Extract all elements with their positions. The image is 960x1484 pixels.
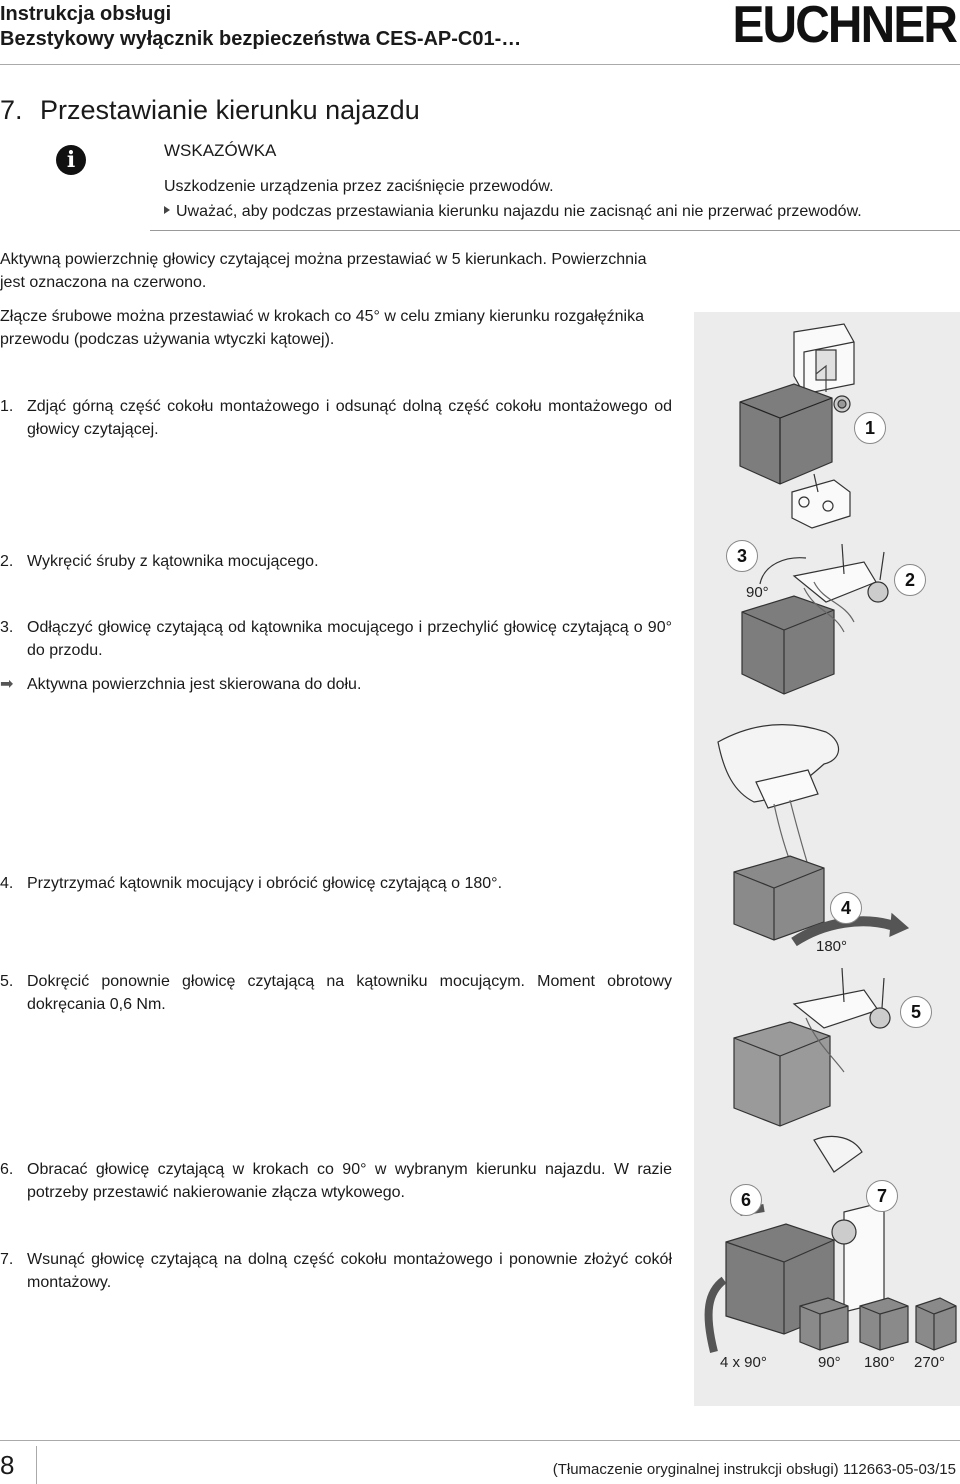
reading-head-drawing [740, 384, 850, 484]
step-number: 7. [0, 1251, 14, 1268]
info-icon: i [56, 145, 86, 175]
step-3-result [0, 673, 672, 696]
illustration-panel [694, 312, 960, 1406]
step-number: 1. [0, 398, 14, 415]
label-90-degrees: 90° [746, 584, 769, 601]
callout-4: 4 [830, 892, 862, 924]
mounting-base-bottom-drawing [792, 474, 850, 528]
step-text: Zdjąć górną część cokołu montażowego i odsunąć dolną część cokołu montażowego od głowicy czytającej. [27, 398, 672, 438]
section-heading [0, 94, 420, 126]
screw-removal-drawing [742, 544, 888, 694]
label-180-degrees: 180° [816, 938, 848, 955]
paragraph-line: jest oznaczona na czerwono. [0, 274, 207, 291]
label-180-orientation: 180° [864, 1354, 896, 1371]
result-text: Aktywna powierzchnia jest skierowana do dołu. [27, 676, 362, 693]
notice-text: Uszkodzenie urządzenia przez zaciśnięcie przewodów. [164, 178, 554, 195]
step-number: 4. [0, 875, 14, 892]
euchner-logo: EUCHNER [732, 0, 956, 54]
step-3 [0, 616, 672, 662]
step-text: Odłączyć głowicę czytającą od kątownika mocującego i przechylić głowicę czytającą o 90° do przodu. [27, 619, 672, 659]
footer-separator [36, 1446, 37, 1484]
screw-tightening-drawing [734, 968, 890, 1126]
bullet-triangle-icon [164, 206, 170, 214]
notice-instruction [164, 201, 862, 223]
mounting-base-top-drawing [794, 324, 854, 394]
section-title: Przestawianie kierunku najazdu [40, 95, 420, 125]
orientation-cubes-drawing [800, 1298, 956, 1350]
step-5 [0, 970, 672, 1016]
paragraph-line: Aktywną powierzchnię głowicy czytającej można przestawiać w 5 kierunkach. Powierzchnia [0, 251, 647, 268]
callout-2: 2 [894, 564, 926, 596]
label-270-orientation: 270° [914, 1354, 946, 1371]
step-number: 2. [0, 553, 14, 570]
page-number: 8 [0, 1450, 15, 1480]
step-text: Dokręcić ponownie głowicę czytającą na kątowniku mocującym. Moment obrotowy dokręcania 0,6 Nm. [27, 973, 672, 1013]
step-7 [0, 1248, 672, 1294]
step-1 [0, 395, 672, 441]
notice-title: WSKAZÓWKA [164, 141, 277, 160]
callout-3: 3 [726, 540, 758, 572]
step-text: Wykręcić śruby z kątownika mocującego. [27, 553, 319, 570]
callout-1: 1 [854, 412, 886, 444]
step-number: 5. [0, 973, 14, 990]
step-text: Przytrzymać kątownik mocujący i obrócić głowicę czytającą o 180°. [27, 875, 503, 892]
step-2 [0, 550, 672, 573]
head-rotation-drawing [709, 1136, 884, 1352]
footer-divider [0, 1440, 960, 1441]
notice-divider [150, 230, 960, 231]
notice-instruction-text: Uważać, aby podczas przestawiania kierunku najazdu nie zacisnąć ani nie przerwać przewodów. [176, 203, 862, 220]
document-title: Instrukcja obsługi [0, 3, 172, 25]
paragraph-line: przewodu (podczas używania wtyczki kątowej). [0, 331, 335, 348]
step-text: Wsunąć głowicę czytającą na dolną część cokołu montażowego i ponownie złożyć cokół montażowy. [27, 1251, 672, 1291]
document-subtitle: Bezstykowy wyłącznik bezpieczeństwa CES-AP-C01-… [0, 28, 522, 50]
paragraph-line: Złącze śrubowe można przestawiać w krokach co 45° w celu zmiany kierunku rozgałęźnika [0, 308, 645, 325]
callout-6: 6 [730, 1184, 762, 1216]
paragraph-active-surface [0, 248, 672, 294]
footer-document-id: (Tłumaczenie oryginalnej instrukcji obsługi) 112663-05-03/15 [552, 1461, 956, 1478]
callout-5: 5 [900, 996, 932, 1028]
illustration-drawing [694, 312, 960, 1406]
paragraph-connector [0, 305, 672, 351]
hand-holding-head-drawing [718, 725, 839, 940]
section-number: 7. [0, 95, 23, 125]
label-4x90: 4 x 90° [720, 1354, 767, 1371]
step-4 [0, 872, 672, 895]
step-number: 6. [0, 1161, 14, 1178]
header-divider [0, 64, 960, 65]
callout-7: 7 [866, 1180, 898, 1212]
step-number: 3. [0, 619, 14, 636]
step-text: Obracać głowicę czytającą w krokach co 90° w wybranym kierunku najazdu. W razie potrzeby przestawić nakierowanie złącza wtykowego. [27, 1161, 672, 1201]
arrow-right-icon: ➡ [0, 676, 14, 693]
label-90-orientation: 90° [818, 1354, 841, 1371]
step-6 [0, 1158, 672, 1204]
